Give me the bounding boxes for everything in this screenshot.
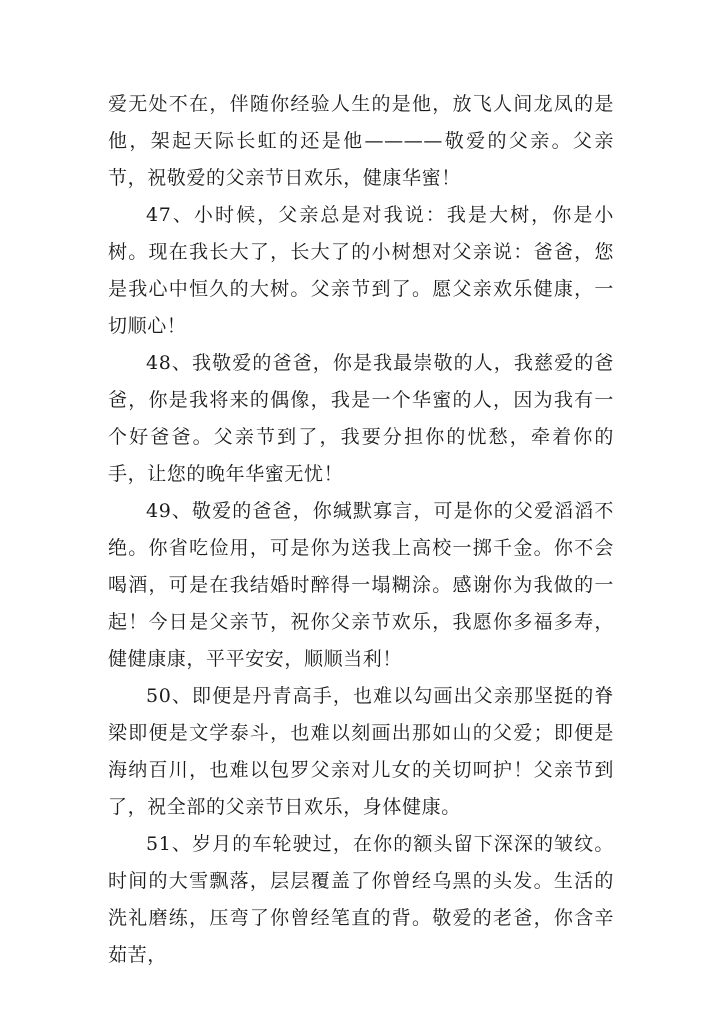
paragraph-48: 48、我敬爱的爸爸，你是我最崇敬的人，我慈爱的爸爸，你是我将来的偶像，我是一个华蜜的人，因为我有一个好爸爸。父亲节到了，我要分担你的忧愁，牵着你的手，让您的晚年华蜜无忧！	[108, 352, 614, 485]
paragraph-50: 50、即便是丹青高手，也难以勾画出父亲那坚挺的脊梁即便是文学泰斗，也难以刻画出那如山的父爱；即便是海纳百川，也难以包罗父亲对儿女的关切呵护！父亲节到了，祝全部的父亲节日欢乐，身体健康。	[108, 685, 614, 818]
document-body	[108, 86, 614, 974]
paragraph-intro: 爱无处不在，伴随你经验人生的是他，放飞人间龙凤的是他，架起天际长虹的还是他————敬爱的父亲。父亲节，祝敬爱的父亲节日欢乐，健康华蜜！	[108, 93, 614, 189]
paragraph-51: 51、岁月的车轮驶过，在你的额头留下深深的皱纹。时间的大雪飘落，层层覆盖了你曾经乌黑的头发。生活的洗礼磨练，压弯了你曾经笔直的背。敬爱的老爸，你含辛茹苦，	[108, 833, 614, 966]
paragraph-47: 47、小时候，父亲总是对我说：我是大树，你是小树。现在我长大了，长大了的小树想对父亲说：爸爸，您是我心中恒久的大树。父亲节到了。愿父亲欢乐健康，一切顺心！	[108, 204, 614, 337]
paragraph-49: 49、敬爱的爸爸，你缄默寡言，可是你的父爱滔滔不绝。你省吃俭用，可是你为送我上高校一掷千金。你不会喝酒，可是在我结婚时醉得一塌糊涂。感谢你为我做的一起！今日是父亲节，祝你父亲节欢乐，我愿你多福多寿，健健康康，平平安安，顺顺当利！	[108, 500, 614, 670]
